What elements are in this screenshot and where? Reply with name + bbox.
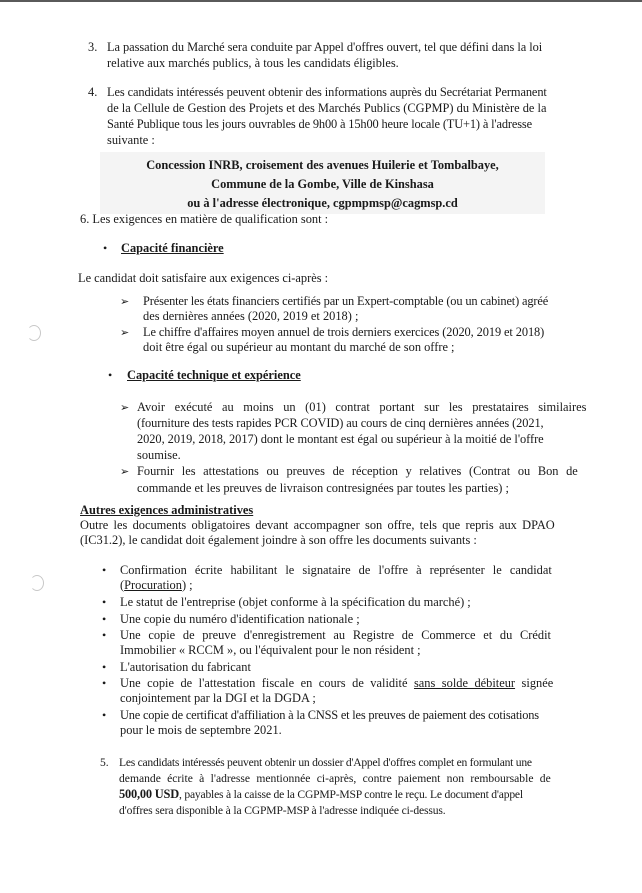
item-3-number: 3. bbox=[88, 40, 98, 54]
technical-item-1-line-1: Avoir exécuté au moins un (01) contrat portant sur les prestataires similaires bbox=[137, 400, 587, 414]
admin-item-1-line-2: (Procuration) ; bbox=[120, 578, 193, 592]
admin-item-3-line-1: Une copie du numéro d'identification nationale ; bbox=[120, 612, 360, 626]
arrow-bullet-icon: ➢ bbox=[120, 295, 130, 308]
bullet-icon: • bbox=[102, 595, 107, 609]
item-4-line-2: de la Cellule de Gestion des Projets et des Marchés Publics (CGPMP) du Ministère de la bbox=[107, 101, 547, 115]
admin-requirements-heading: Autres exigences administratives bbox=[80, 503, 254, 517]
technical-capacity-heading: Capacité technique et expérience bbox=[127, 368, 301, 382]
punch-hole-icon bbox=[30, 575, 44, 591]
bullet-icon: • bbox=[102, 612, 107, 626]
admin-item-1-line-1: Confirmation écrite habilitant le signataire de l'offre à représenter le candidat bbox=[120, 563, 552, 577]
admin-intro-line-2: (IC31.2), le candidat doit également joindre à son offre les documents suivants : bbox=[80, 533, 477, 547]
technical-item-2-line-1: Fournir les attestations ou preuves de réception y relatives (Contrat ou Bon de bbox=[137, 464, 578, 478]
item-5-number: 5. bbox=[100, 756, 109, 769]
item-5-line-4: d'offres sera disponible à la CGPMP-MSP à l'adresse indiquée ci-dessus. bbox=[119, 804, 446, 817]
item-4-line-1: Les candidats intéressés peuvent obtenir des informations auprès du Secrétariat Permanent bbox=[107, 85, 547, 99]
bullet-icon: • bbox=[102, 628, 107, 642]
address-line-1: Concession INRB, croisement des avenues Huilerie et Tombalbaye, bbox=[146, 158, 499, 172]
price-amount: 500,00 USD bbox=[119, 787, 179, 801]
financial-item-1-line-1: Présenter les états financiers certifiés par un Expert-comptable (ou un cabinet) agréé bbox=[143, 294, 549, 308]
address-email-line: ou à l'adresse électronique, cgpmpmsp@cagmsp.cd bbox=[187, 196, 458, 210]
address-block bbox=[100, 152, 545, 214]
item-4-line-4: suivante : bbox=[107, 133, 155, 147]
admin-item-2-line-1: Le statut de l'entreprise (objet conforme à la spécification du marché) ; bbox=[120, 595, 471, 609]
item-6-heading: 6. Les exigences en matière de qualification sont : bbox=[80, 212, 329, 226]
bullet-icon: • bbox=[103, 241, 108, 255]
technical-item-1-line-3: 2020, 2019, 2018, 2017) dont le montant est égal ou supérieur à la moitié de l'offre bbox=[137, 432, 544, 446]
technical-item-2-line-2: commande et les preuves de livraison contresignées par toutes les parties) ; bbox=[137, 481, 509, 495]
bullet-icon: • bbox=[102, 660, 107, 674]
financial-capacity-heading: Capacité financière bbox=[121, 241, 224, 255]
bullet-icon: • bbox=[102, 676, 107, 690]
admin-item-6-line-2: conjointement par la DGI et la DGDA ; bbox=[120, 691, 316, 705]
address-line-2: Commune de la Gombe, Ville de Kinshasa bbox=[211, 177, 434, 191]
arrow-bullet-icon: ➢ bbox=[120, 401, 130, 414]
item-5-line-3: 500,00 USD, payables à la caisse de la CGPMP-MSP contre le reçu. Le document d'appel bbox=[119, 787, 523, 801]
admin-item-6-line-1: Une copie de l'attestation fiscale en cours de validité sans solde débiteur signée bbox=[120, 676, 554, 690]
procuration-underlined: Procuration bbox=[124, 578, 182, 592]
arrow-bullet-icon: ➢ bbox=[120, 465, 130, 478]
admin-item-7-line-2: pour le mois de septembre 2021. bbox=[120, 723, 282, 737]
admin-item-7-line-1: Une copie de certificat d'affiliation à la CNSS et les preuves de paiement des cotisations bbox=[120, 708, 539, 722]
admin-item-5-line-1: L'autorisation du fabricant bbox=[120, 660, 251, 674]
technical-item-1-line-4: soumise. bbox=[137, 448, 181, 462]
admin-item-4-line-1: Une copie de preuve d'enregistrement au Registre de Commerce et du Crédit bbox=[120, 628, 551, 642]
sans-solde-debiteur-underlined: sans solde débiteur bbox=[413, 676, 516, 690]
admin-item-4-line-2: Immobilier « RCCM », ou l'équivalent pour le non résident ; bbox=[120, 643, 421, 657]
item-3-line-2: relative aux marchés publics, à tous les candidats éligibles. bbox=[107, 56, 399, 70]
financial-intro: Le candidat doit satisfaire aux exigences ci-après : bbox=[78, 271, 329, 285]
arrow-bullet-icon: ➢ bbox=[120, 326, 130, 339]
bullet-icon: • bbox=[108, 368, 113, 382]
admin-intro-line-1: Outre les documents obligatoires devant accompagner son offre, tels que repris aux DPAO bbox=[80, 518, 555, 532]
punch-hole-icon bbox=[27, 325, 41, 341]
financial-item-1-line-2: des dernières années (2020, 2019 et 2018) ; bbox=[143, 309, 359, 323]
financial-item-2-line-2: doit être égal ou supérieur au montant du marché de son offre ; bbox=[143, 340, 455, 354]
technical-item-1-line-2: (fourniture des tests rapides PCR COVID) au cours de cinq dernières années (2021, bbox=[137, 416, 544, 430]
bullet-icon: • bbox=[102, 708, 107, 722]
item-4-number: 4. bbox=[88, 85, 98, 99]
item-4-line-3: Santé Publique tous les jours ouvrables de 9h00 à 15h00 heure locale (TU+1) à l'adresse bbox=[107, 117, 532, 131]
item-5-line-2: demande écrite à l'adresse mentionnée ci-après, contre paiement non remboursable de bbox=[119, 772, 551, 785]
item-5-line-1: Les candidats intéressés peuvent obtenir un dossier d'Appel d'offres complet en formulant une bbox=[119, 756, 532, 769]
bullet-icon: • bbox=[102, 563, 107, 577]
item-3-line-1: La passation du Marché sera conduite par Appel d'offres ouvert, tel que défini dans la loi bbox=[107, 40, 543, 54]
financial-item-2-line-1: Le chiffre d'affaires moyen annuel de trois derniers exercices (2020, 2019 et 2018) bbox=[143, 325, 545, 339]
